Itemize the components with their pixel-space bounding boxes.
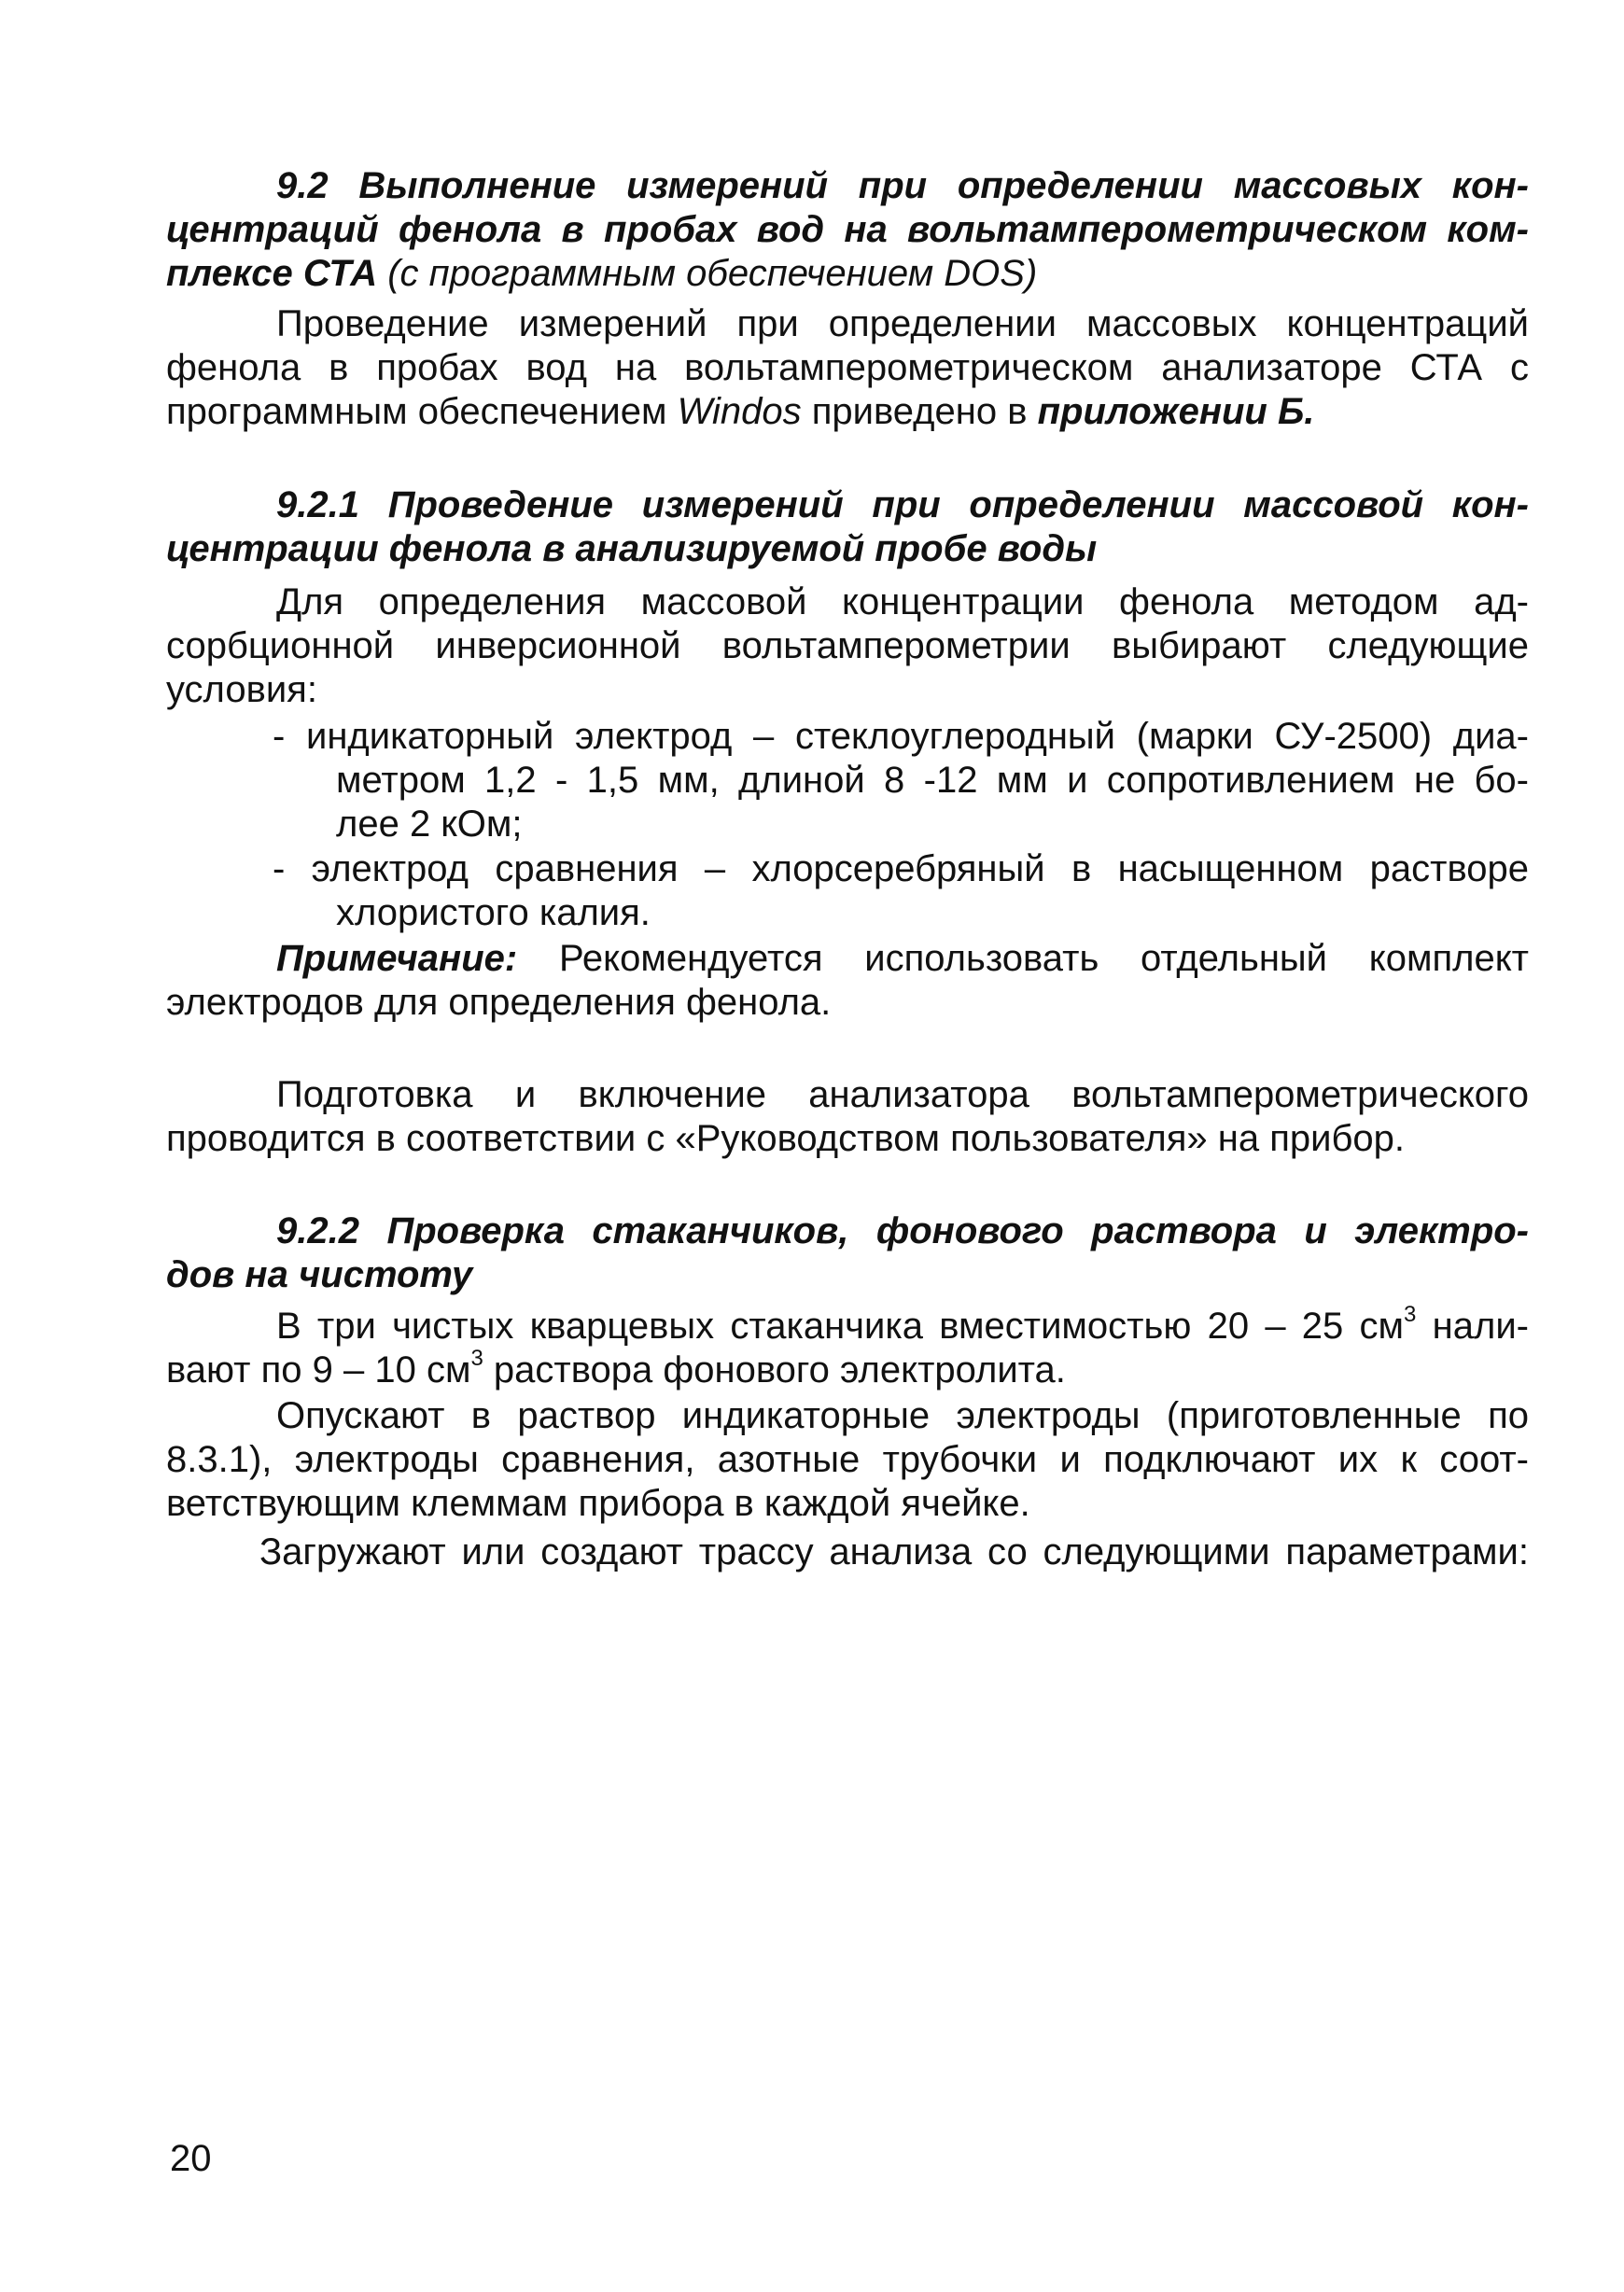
paragraph-line: вают по 9 – 10 см [166,1349,471,1391]
heading-line: 9.2 Выполнение измерений при определении массовых кон- [276,165,1529,206]
superscript: 3 [470,1345,483,1371]
preparation-paragraph [166,1073,1529,1161]
note-text: электродов для определения фенола. [166,982,832,1023]
paragraph-line: программным обеспечением [166,391,678,432]
list-item-line: метром 1,2 - 1,5 мм, длиной 8 -12 мм и сопротивлением не бо- [336,760,1529,801]
list-item-reference-electrode [273,847,1529,935]
list-item-line: лее 2 кОм; [336,804,523,845]
paragraph-line: раствора фонового электролита. [483,1349,1066,1391]
paragraph-line: нали- [1416,1306,1529,1347]
section-9-2-1-heading [166,483,1529,571]
paragraph-line: условия: [166,669,317,710]
paragraph-line: фенола в пробах вод на вольтамперометрическом анализаторе СТА с [166,347,1529,388]
paragraph-line: Загружают или создают трассу анализа со следующими параметрами: [259,1531,1529,1572]
note-text: Рекомендуется использовать отдельный комплект [517,938,1529,979]
paragraph-line: Опускают в раствор индикаторные электроды (приготовленные по [276,1395,1529,1436]
paragraph-line: 8.3.1), электроды сравнения, азотные трубочки и подключают их к соот- [166,1439,1529,1480]
heading-line: (с программным обеспечением DOS) [387,253,1038,294]
paragraph-line: проводится в соответствии с «Руководством пользователя» на прибор. [166,1118,1405,1159]
paragraph-line: сорбционной инверсионной вольтамперометрии выбирают следующие [166,625,1529,666]
appendix-reference: приложении Б. [1037,391,1315,432]
superscript: 3 [1404,1301,1417,1327]
heading-line: 9.2.2 Проверка стаканчиков, фонового раствора и электро- [276,1210,1529,1251]
list-item-line: - индикаторный электрод – стеклоуглеродный (марки СУ-2500) диа- [273,716,1529,757]
page-number: 20 [170,2138,212,2179]
section-9-2-heading [166,164,1529,296]
heading-line: центраций фенола в пробах вод на вольтамперометрическом ком- [166,209,1529,250]
section-9-2-2-paragraph-3 [166,1530,1529,1574]
note-paragraph [166,937,1529,1025]
paragraph-line: Подготовка и включение анализатора вольтамперометрического [276,1074,1529,1115]
heading-line: центрации фенола в анализируемой пробе воды [166,528,1098,569]
paragraph-line: ветствующим клеммам прибора в каждой ячейке. [166,1483,1030,1524]
list-item-indicator-electrode [273,715,1529,846]
paragraph-line: Проведение измерений при определении массовых концентраций [276,303,1529,344]
note-label: Примечание: [276,938,518,979]
heading-line: 9.2.1 Проведение измерений при определении массовой кон- [276,484,1529,525]
section-9-2-2-heading [166,1209,1529,1297]
paragraph-line: Windos [677,391,802,432]
section-9-2-1-paragraph [166,580,1529,712]
section-9-2-paragraph [166,302,1529,434]
heading-line: дов на чистоту [166,1254,473,1295]
paragraph-line: В три чистых кварцевых стаканчика вместимостью 20 – 25 см [276,1306,1405,1347]
heading-line: плексе СТА [166,253,388,294]
section-9-2-2-paragraph-2 [166,1394,1529,1526]
list-item-line: - электрод сравнения – хлорсеребряный в насыщенном растворе [273,848,1529,889]
section-9-2-2-paragraph-1 [166,1301,1529,1392]
paragraph-line: приведено в [801,391,1038,432]
list-item-line: хлористого калия. [336,892,651,933]
paragraph-line: Для определения массовой концентрации фенола методом ад- [276,581,1529,622]
